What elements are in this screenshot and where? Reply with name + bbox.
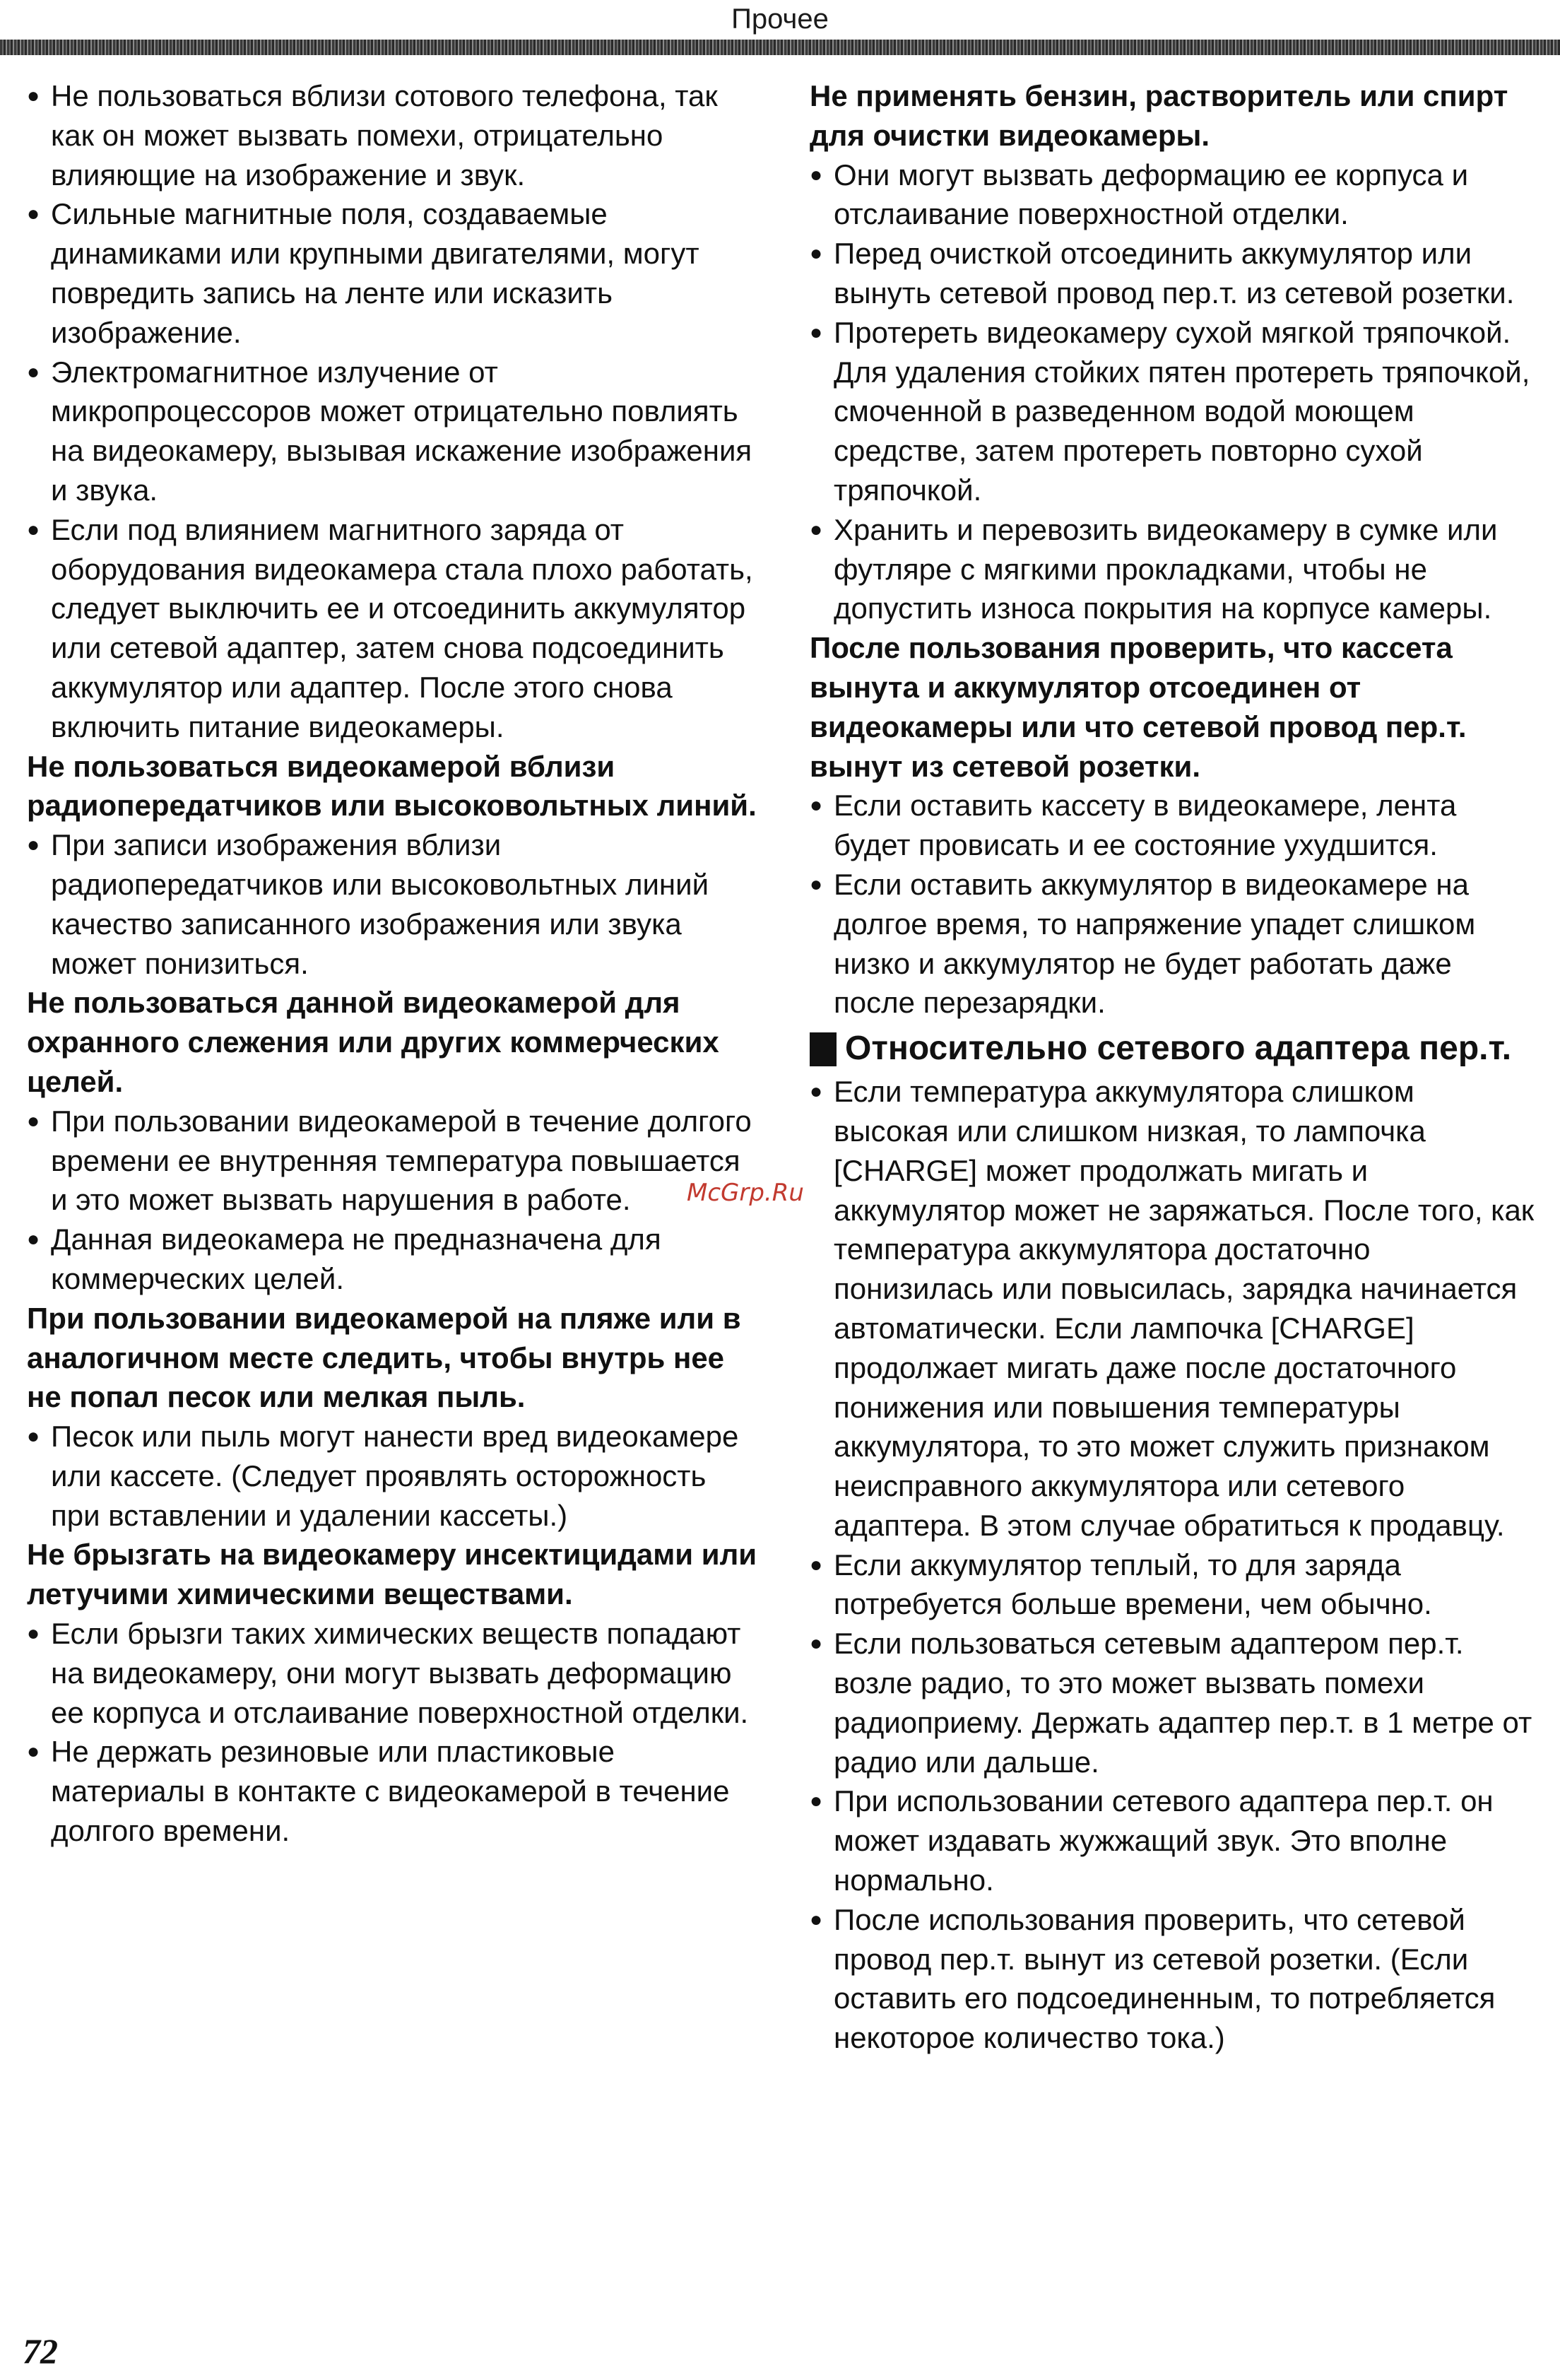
- bullet-item: ● Перед очисткой отсоединить аккумулятор или вынуть сетевой провод пер.т. из сетевой розетки.: [810, 234, 1537, 313]
- section-subheading-text: Относительно сетевого адаптера пер.т.: [845, 1030, 1512, 1068]
- left-column: [27, 76, 762, 1851]
- bold-heading: Не брызгать на видеокамеру инсектицидами или летучими химическими веществами.: [27, 1538, 757, 1611]
- bullet-item: ● При записи изображения вблизи радиопередатчиков или высоковольтных линий качество записанного изображения или звука может понизиться.: [27, 825, 762, 983]
- bullet-item: ● Если оставить аккумулятор в видеокамере на долгое время, то напряжение упадет слишком низко и аккумулятор не будет работать даже после перезарядки.: [810, 865, 1537, 1023]
- bullet-item: ● Они могут вызвать деформацию ее корпуса и отслаивание поверхностной отделки.: [810, 155, 1537, 235]
- bullet-item: ● Не пользоваться вблизи сотового телефона, так как он может вызвать помехи, отрицательно влияющие на изображение и звук.: [27, 76, 762, 194]
- bullet-item: ● Если брызги таких химических веществ попадают на видеокамеру, они могут вызвать деформацию ее корпуса и отслаивание поверхностной отделки.: [27, 1614, 762, 1732]
- bullet-item: ● Электромагнитное излучение от микропроцессоров может отрицательно повлиять на видеокамеру, вызывая искажение изображения и звука.: [27, 353, 762, 510]
- watermark: McGrp.Ru: [687, 1179, 804, 1207]
- bullet-item: ● Хранить и перевозить видеокамеру в сумке или футляре с мягкими прокладками, чтобы не допустить износа покрытия на корпусе камеры.: [810, 510, 1537, 628]
- right-column: [810, 76, 1537, 2058]
- bold-heading: Не пользоваться видеокамерой вблизи радиопередатчиков или высоковольтных линий.: [27, 749, 757, 823]
- bullet-item: ● Если оставить кассету в видеокамере, лента будет провисать и ее состояние ухудшится.: [810, 786, 1537, 865]
- bullet-item: ● При пользовании видеокамерой в течение долгого времени ее внутренняя температура повышается и это может вызвать нарушения в работе.: [27, 1102, 762, 1220]
- bullet-item: ● Сильные магнитные поля, создаваемые динамиками или крупными двигателями, могут повредить запись на ленте или исказить изображение.: [27, 194, 762, 352]
- bullet-item: ● Если температура аккумулятора слишком высокая или слишком низкая, то лампочка [CHARGE] может продолжать мигать и аккумулятор может не заряжаться. После того, как температура аккумулятора достаточно понизилась или повысилась, зарядка начинается автоматически. Если лампочка [CHARGE] продолжает мигать даже после достаточного понижения или повышения температуры аккумулятора, то это может служить признаком неисправного аккумулятора или сетевого адаптера. В этом случае обратиться к продавцу.: [810, 1072, 1537, 1545]
- bullet-item: ● Песок или пыль могут нанести вред видеокамере или кассете. (Следует проявлять осторожность при вставлении и удалении кассеты.): [27, 1417, 762, 1535]
- section-title: Прочее: [731, 4, 829, 35]
- bullet-item: ● Данная видеокамера не предназначена для коммерческих целей.: [27, 1220, 762, 1299]
- bullet-item: ● При использовании сетевого адаптера пер.т. он может издавать жужжащий звук. Это вполне нормально.: [810, 1781, 1537, 1899]
- bullet-item: ● Не держать резиновые или пластиковые материалы в контакте с видеокамерой в течение долгого времени.: [27, 1732, 762, 1850]
- bullet-item: ● Протереть видеокамеру сухой мягкой тряпочкой. Для удаления стойких пятен протереть тряпочкой, смоченной в разведенном водой моющем средстве, затем протереть повторно сухой тряпочкой.: [810, 313, 1537, 510]
- bullet-item: ● Если пользоваться сетевым адаптером пер.т. возле радио, то это может вызвать помехи радиоприему. Держать адаптер пер.т. в 1 метре от радио или дальше.: [810, 1624, 1537, 1781]
- page-header: [0, 0, 1560, 64]
- bold-heading: После пользования проверить, что кассета вынута и аккумулятор отсоединен от видеокамеры или что сетевой провод пер.т. вынут из сетевой розетки.: [810, 631, 1467, 783]
- bold-heading: Не применять бензин, растворитель или спирт для очистки видеокамеры.: [810, 79, 1508, 152]
- bold-heading: При пользовании видеокамерой на пляже или в аналогичном месте следить, чтобы внутрь нее не попал песок или мелкая пыль.: [27, 1301, 741, 1414]
- page-number: 72: [23, 2331, 58, 2371]
- bullet-item: ● Если под влиянием магнитного заряда от оборудования видеокамера стала плохо работать, следует выключить ее и отсоединить аккумулятор или сетевой адаптер, затем снова подсоединить аккумулятор или адаптер. После этого снова включить питание видеокамеры.: [27, 510, 762, 747]
- header-band: [0, 40, 1560, 55]
- section-subheading: [810, 1028, 1537, 1069]
- square-bullet-icon: [810, 1032, 837, 1066]
- bullet-item: ● После использования проверить, что сетевой провод пер.т. вынут из сетевой розетки. (Если оставить его подсоединенным, то потребляется некоторое количество тока.): [810, 1900, 1537, 2058]
- bold-heading: Не пользоваться данной видеокамерой для охранного слежения или других коммерческих целей.: [27, 986, 719, 1098]
- bullet-item: ● Если аккумулятор теплый, то для заряда потребуется больше времени, чем обычно.: [810, 1545, 1537, 1625]
